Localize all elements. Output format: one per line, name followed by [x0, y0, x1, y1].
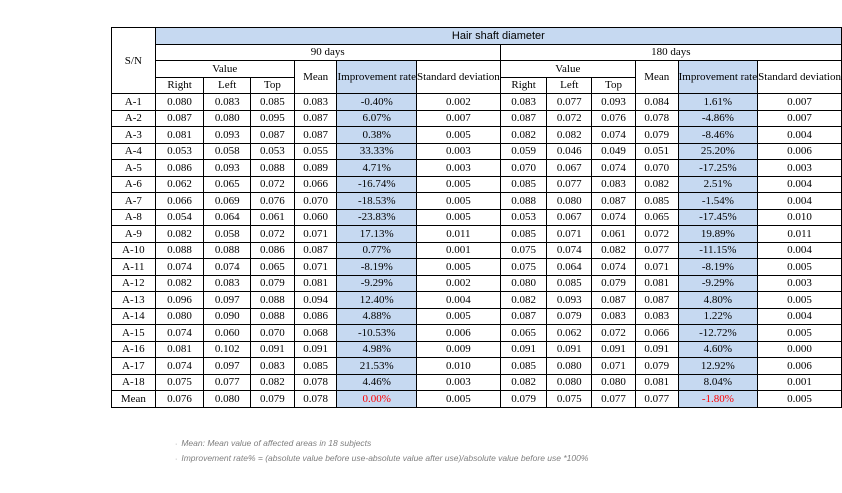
improvement-rate-cell-180: 1.61%	[678, 94, 758, 111]
left-cell-180: 0.062	[547, 325, 592, 342]
sn-cell: A-18	[112, 374, 156, 391]
improvement-rate-cell-90: 12.40%	[337, 292, 417, 309]
mean-cell-90: 0.071	[294, 259, 337, 276]
improvement-rate-cell-180: 25.20%	[678, 143, 758, 160]
right-cell-180: 0.059	[500, 143, 547, 160]
left-cell-180: 0.074	[547, 242, 592, 259]
table-row	[112, 226, 842, 243]
improvement-rate-cell-90: -8.19%	[337, 259, 417, 276]
mean-cell-90: 0.085	[294, 358, 337, 375]
right-cell-180: 0.085	[500, 176, 547, 193]
table-row	[112, 242, 842, 259]
mean-cell-90: 0.068	[294, 325, 337, 342]
top-cell-180: 0.074	[592, 127, 636, 144]
left-cell-90: 0.083	[204, 94, 251, 111]
mean-cell-180: 0.071	[635, 259, 678, 276]
top-cell-90: 0.095	[251, 110, 295, 127]
right-cell-180: 0.080	[500, 275, 547, 292]
sn-cell: A-10	[112, 242, 156, 259]
std-cell-180: 0.004	[758, 308, 842, 325]
std-cell-90: 0.005	[416, 193, 500, 210]
improvement-rate-cell-180: -17.25%	[678, 160, 758, 177]
mean-cell-180: 0.087	[635, 292, 678, 309]
top-cell-180: 0.093	[592, 94, 636, 111]
improvement-rate-cell-180: 4.60%	[678, 341, 758, 358]
mean-cell-180: 0.079	[635, 127, 678, 144]
left-cell-90: 0.083	[204, 275, 251, 292]
improvement-rate-cell-90: 33.33%	[337, 143, 417, 160]
left-cell-90: 0.060	[204, 325, 251, 342]
sn-cell: Mean	[112, 391, 156, 408]
left-header-90: Left	[204, 77, 251, 94]
left-cell-180: 0.077	[547, 94, 592, 111]
right-cell-90: 0.088	[155, 242, 204, 259]
improvement-rate-cell-180: 8.04%	[678, 374, 758, 391]
improvement-rate-cell-180: 1.22%	[678, 308, 758, 325]
sn-cell: A-16	[112, 341, 156, 358]
sn-cell: A-8	[112, 209, 156, 226]
improvement-header-180: Improvement rate	[678, 61, 758, 94]
left-cell-180: 0.067	[547, 160, 592, 177]
table-row	[112, 292, 842, 309]
mean-cell-90: 0.087	[294, 127, 337, 144]
std-cell-90: 0.005	[416, 308, 500, 325]
left-cell-90: 0.097	[204, 358, 251, 375]
mean-cell-90: 0.089	[294, 160, 337, 177]
top-cell-180: 0.087	[592, 193, 636, 210]
std-cell-90: 0.003	[416, 374, 500, 391]
improvement-rate-cell-90: 6.07%	[337, 110, 417, 127]
left-cell-180: 0.077	[547, 176, 592, 193]
std-header-90: Standard deviation	[416, 61, 500, 94]
top-cell-180: 0.049	[592, 143, 636, 160]
right-cell-90: 0.062	[155, 176, 204, 193]
std-cell-180: 0.003	[758, 275, 842, 292]
mean-cell-180: 0.077	[635, 242, 678, 259]
right-cell-180: 0.082	[500, 374, 547, 391]
table-row	[112, 160, 842, 177]
left-cell-180: 0.079	[547, 308, 592, 325]
top-cell-90: 0.086	[251, 242, 295, 259]
right-cell-90: 0.082	[155, 226, 204, 243]
left-cell-180: 0.071	[547, 226, 592, 243]
improvement-rate-cell-180: 4.80%	[678, 292, 758, 309]
top-cell-90: 0.079	[251, 391, 295, 408]
table-row	[112, 391, 842, 408]
std-cell-90: 0.005	[416, 209, 500, 226]
mean-cell-180: 0.079	[635, 358, 678, 375]
left-cell-180: 0.093	[547, 292, 592, 309]
mean-cell-180: 0.083	[635, 308, 678, 325]
improvement-rate-cell-180: 2.51%	[678, 176, 758, 193]
std-cell-90: 0.005	[416, 259, 500, 276]
top-cell-180: 0.061	[592, 226, 636, 243]
left-cell-90: 0.074	[204, 259, 251, 276]
left-cell-90: 0.093	[204, 127, 251, 144]
left-cell-90: 0.064	[204, 209, 251, 226]
improvement-rate-cell-180: -17.45%	[678, 209, 758, 226]
footnote-text: Improvement rate% = (absolute value before use-absolute value after use)/absolute value before use *100%	[181, 452, 589, 463]
std-cell-90: 0.004	[416, 292, 500, 309]
top-cell-90: 0.083	[251, 358, 295, 375]
top-cell-180: 0.083	[592, 308, 636, 325]
improvement-rate-cell-90: 0.00%	[337, 391, 417, 408]
left-cell-180: 0.072	[547, 110, 592, 127]
mean-cell-180: 0.066	[635, 325, 678, 342]
right-cell-90: 0.081	[155, 341, 204, 358]
top-cell-90: 0.088	[251, 160, 295, 177]
top-cell-90: 0.079	[251, 275, 295, 292]
mean-cell-180: 0.084	[635, 94, 678, 111]
mean-cell-180: 0.078	[635, 110, 678, 127]
mean-cell-90: 0.071	[294, 226, 337, 243]
right-cell-180: 0.088	[500, 193, 547, 210]
right-cell-180: 0.083	[500, 94, 547, 111]
top-cell-90: 0.088	[251, 292, 295, 309]
right-cell-180: 0.053	[500, 209, 547, 226]
left-cell-180: 0.091	[547, 341, 592, 358]
std-cell-90: 0.007	[416, 110, 500, 127]
sn-cell: A-17	[112, 358, 156, 375]
mean-cell-180: 0.085	[635, 193, 678, 210]
top-cell-90: 0.085	[251, 94, 295, 111]
mean-cell-90: 0.070	[294, 193, 337, 210]
improvement-rate-cell-90: 4.46%	[337, 374, 417, 391]
left-cell-180: 0.064	[547, 259, 592, 276]
mean-cell-180: 0.081	[635, 275, 678, 292]
std-cell-180: 0.004	[758, 193, 842, 210]
left-cell-180: 0.067	[547, 209, 592, 226]
table-body	[112, 94, 842, 408]
top-cell-180: 0.077	[592, 391, 636, 408]
table-title: Hair shaft diameter	[155, 28, 841, 45]
improvement-rate-cell-180: -11.15%	[678, 242, 758, 259]
right-cell-90: 0.076	[155, 391, 204, 408]
left-cell-90: 0.090	[204, 308, 251, 325]
sn-cell: A-11	[112, 259, 156, 276]
right-cell-90: 0.082	[155, 275, 204, 292]
left-cell-180: 0.080	[547, 193, 592, 210]
mean-cell-180: 0.077	[635, 391, 678, 408]
std-cell-180: 0.010	[758, 209, 842, 226]
sn-cell: A-6	[112, 176, 156, 193]
std-header-180: Standard deviation	[758, 61, 842, 94]
right-cell-180: 0.087	[500, 110, 547, 127]
improvement-rate-cell-90: -16.74%	[337, 176, 417, 193]
table-row	[112, 259, 842, 276]
left-cell-90: 0.069	[204, 193, 251, 210]
footnote-mean	[175, 437, 588, 452]
left-cell-90: 0.058	[204, 226, 251, 243]
std-cell-180: 0.004	[758, 242, 842, 259]
table-container	[111, 27, 842, 408]
right-cell-180: 0.075	[500, 242, 547, 259]
improvement-rate-cell-90: 4.71%	[337, 160, 417, 177]
right-cell-90: 0.081	[155, 127, 204, 144]
left-cell-90: 0.097	[204, 292, 251, 309]
period-180-header: 180 days	[500, 44, 841, 61]
bullet-icon: ·	[175, 441, 178, 448]
mean-header-180: Mean	[635, 61, 678, 94]
std-cell-90: 0.002	[416, 275, 500, 292]
table-row	[112, 308, 842, 325]
right-cell-90: 0.053	[155, 143, 204, 160]
std-cell-90: 0.003	[416, 143, 500, 160]
mean-cell-90: 0.087	[294, 110, 337, 127]
right-cell-90: 0.096	[155, 292, 204, 309]
top-cell-90: 0.076	[251, 193, 295, 210]
top-cell-90: 0.091	[251, 341, 295, 358]
top-cell-180: 0.079	[592, 275, 636, 292]
top-cell-180: 0.083	[592, 176, 636, 193]
bullet-icon: ·	[175, 455, 178, 463]
std-cell-180: 0.001	[758, 374, 842, 391]
improvement-rate-cell-180: -1.80%	[678, 391, 758, 408]
left-header-180: Left	[547, 77, 592, 94]
sn-header: S/N	[112, 28, 156, 94]
improvement-rate-cell-180: -8.19%	[678, 259, 758, 276]
improvement-rate-cell-180: 12.92%	[678, 358, 758, 375]
std-cell-180: 0.004	[758, 176, 842, 193]
table-row	[112, 143, 842, 160]
sn-cell: A-14	[112, 308, 156, 325]
std-cell-180: 0.007	[758, 94, 842, 111]
sn-cell: A-4	[112, 143, 156, 160]
left-cell-180: 0.075	[547, 391, 592, 408]
std-cell-180: 0.007	[758, 110, 842, 127]
left-cell-90: 0.093	[204, 160, 251, 177]
std-cell-90: 0.005	[416, 176, 500, 193]
improvement-rate-cell-90: 0.77%	[337, 242, 417, 259]
sn-cell: A-13	[112, 292, 156, 309]
right-cell-90: 0.087	[155, 110, 204, 127]
improvement-rate-cell-90: 4.88%	[337, 308, 417, 325]
mean-cell-90: 0.083	[294, 94, 337, 111]
top-cell-180: 0.091	[592, 341, 636, 358]
mean-cell-180: 0.081	[635, 374, 678, 391]
right-cell-90: 0.074	[155, 259, 204, 276]
left-cell-90: 0.058	[204, 143, 251, 160]
right-cell-180: 0.091	[500, 341, 547, 358]
top-cell-180: 0.080	[592, 374, 636, 391]
footnotes	[175, 437, 588, 466]
std-cell-90: 0.006	[416, 325, 500, 342]
std-cell-90: 0.011	[416, 226, 500, 243]
std-cell-90: 0.003	[416, 160, 500, 177]
left-cell-180: 0.080	[547, 374, 592, 391]
table-row	[112, 127, 842, 144]
top-cell-90: 0.070	[251, 325, 295, 342]
right-cell-180: 0.079	[500, 391, 547, 408]
right-cell-90: 0.074	[155, 325, 204, 342]
std-cell-180: 0.005	[758, 325, 842, 342]
mean-cell-180: 0.070	[635, 160, 678, 177]
top-cell-180: 0.087	[592, 292, 636, 309]
table-row	[112, 325, 842, 342]
right-cell-90: 0.075	[155, 374, 204, 391]
right-cell-180: 0.065	[500, 325, 547, 342]
table-row	[112, 209, 842, 226]
mean-cell-90: 0.078	[294, 374, 337, 391]
top-cell-90: 0.088	[251, 308, 295, 325]
footnote-improvement-rate	[175, 452, 588, 467]
left-cell-180: 0.085	[547, 275, 592, 292]
mean-cell-180: 0.051	[635, 143, 678, 160]
mean-cell-180: 0.091	[635, 341, 678, 358]
improvement-rate-cell-90: -0.40%	[337, 94, 417, 111]
left-cell-90: 0.077	[204, 374, 251, 391]
right-cell-90: 0.080	[155, 94, 204, 111]
right-cell-180: 0.075	[500, 259, 547, 276]
mean-cell-90: 0.094	[294, 292, 337, 309]
std-cell-180: 0.000	[758, 341, 842, 358]
right-cell-180: 0.087	[500, 308, 547, 325]
right-cell-90: 0.080	[155, 308, 204, 325]
mean-cell-90: 0.086	[294, 308, 337, 325]
std-cell-180: 0.005	[758, 391, 842, 408]
table-row	[112, 94, 842, 111]
mean-cell-90: 0.066	[294, 176, 337, 193]
std-cell-180: 0.005	[758, 292, 842, 309]
top-cell-180: 0.071	[592, 358, 636, 375]
improvement-rate-cell-90: -18.53%	[337, 193, 417, 210]
right-cell-180: 0.070	[500, 160, 547, 177]
sn-cell: A-7	[112, 193, 156, 210]
mean-cell-90: 0.087	[294, 242, 337, 259]
right-cell-180: 0.085	[500, 358, 547, 375]
left-cell-90: 0.080	[204, 391, 251, 408]
right-cell-90: 0.054	[155, 209, 204, 226]
improvement-rate-cell-90: -9.29%	[337, 275, 417, 292]
table-row	[112, 275, 842, 292]
std-cell-180: 0.004	[758, 127, 842, 144]
left-cell-180: 0.046	[547, 143, 592, 160]
sn-cell: A-5	[112, 160, 156, 177]
mean-cell-90: 0.055	[294, 143, 337, 160]
top-cell-180: 0.082	[592, 242, 636, 259]
sn-cell: A-15	[112, 325, 156, 342]
improvement-rate-cell-180: -9.29%	[678, 275, 758, 292]
improvement-rate-cell-180: -1.54%	[678, 193, 758, 210]
std-cell-90: 0.005	[416, 391, 500, 408]
top-cell-180: 0.074	[592, 259, 636, 276]
top-cell-90: 0.087	[251, 127, 295, 144]
top-header-180: Top	[592, 77, 636, 94]
top-cell-90: 0.053	[251, 143, 295, 160]
improvement-rate-cell-180: 19.89%	[678, 226, 758, 243]
hair-shaft-table	[111, 27, 842, 408]
improvement-rate-cell-180: -8.46%	[678, 127, 758, 144]
top-cell-180: 0.074	[592, 160, 636, 177]
mean-cell-180: 0.065	[635, 209, 678, 226]
sn-cell: A-12	[112, 275, 156, 292]
right-cell-180: 0.082	[500, 292, 547, 309]
std-cell-90: 0.009	[416, 341, 500, 358]
std-cell-180: 0.005	[758, 259, 842, 276]
footnote-text: Mean: Mean value of affected areas in 18 subjects	[181, 438, 372, 448]
improvement-header-90: Improvement rate	[337, 61, 417, 94]
value-header-180: Value	[500, 61, 635, 78]
top-cell-90: 0.065	[251, 259, 295, 276]
std-cell-90: 0.001	[416, 242, 500, 259]
top-cell-90: 0.061	[251, 209, 295, 226]
improvement-rate-cell-180: -4.86%	[678, 110, 758, 127]
table-row	[112, 358, 842, 375]
right-cell-90: 0.086	[155, 160, 204, 177]
std-cell-90: 0.005	[416, 127, 500, 144]
improvement-rate-cell-90: 21.53%	[337, 358, 417, 375]
top-cell-90: 0.082	[251, 374, 295, 391]
std-cell-180: 0.011	[758, 226, 842, 243]
left-cell-90: 0.088	[204, 242, 251, 259]
std-cell-180: 0.006	[758, 143, 842, 160]
mean-cell-90: 0.091	[294, 341, 337, 358]
left-cell-180: 0.080	[547, 358, 592, 375]
mean-cell-90: 0.078	[294, 391, 337, 408]
improvement-rate-cell-90: -10.53%	[337, 325, 417, 342]
table-row	[112, 374, 842, 391]
period-90-header: 90 days	[155, 44, 500, 61]
mean-cell-180: 0.072	[635, 226, 678, 243]
sn-cell: A-3	[112, 127, 156, 144]
right-cell-180: 0.082	[500, 127, 547, 144]
table-row	[112, 193, 842, 210]
right-header-180: Right	[500, 77, 547, 94]
mean-cell-90: 0.081	[294, 275, 337, 292]
improvement-rate-cell-90: 17.13%	[337, 226, 417, 243]
left-cell-90: 0.065	[204, 176, 251, 193]
top-cell-180: 0.074	[592, 209, 636, 226]
mean-cell-90: 0.060	[294, 209, 337, 226]
right-cell-90: 0.074	[155, 358, 204, 375]
top-cell-180: 0.072	[592, 325, 636, 342]
right-header-90: Right	[155, 77, 204, 94]
right-cell-180: 0.085	[500, 226, 547, 243]
improvement-rate-cell-180: -12.72%	[678, 325, 758, 342]
std-cell-90: 0.010	[416, 358, 500, 375]
top-cell-90: 0.072	[251, 226, 295, 243]
left-cell-90: 0.080	[204, 110, 251, 127]
mean-header-90: Mean	[294, 61, 337, 94]
std-cell-90: 0.002	[416, 94, 500, 111]
std-cell-180: 0.003	[758, 160, 842, 177]
table-row	[112, 110, 842, 127]
right-cell-90: 0.066	[155, 193, 204, 210]
improvement-rate-cell-90: 4.98%	[337, 341, 417, 358]
table-row	[112, 176, 842, 193]
top-cell-180: 0.076	[592, 110, 636, 127]
sn-cell: A-2	[112, 110, 156, 127]
table-row	[112, 341, 842, 358]
left-cell-90: 0.102	[204, 341, 251, 358]
top-header-90: Top	[251, 77, 295, 94]
std-cell-180: 0.006	[758, 358, 842, 375]
improvement-rate-cell-90: 0.38%	[337, 127, 417, 144]
mean-cell-180: 0.082	[635, 176, 678, 193]
value-header-90: Value	[155, 61, 294, 78]
left-cell-180: 0.082	[547, 127, 592, 144]
top-cell-90: 0.072	[251, 176, 295, 193]
sn-cell: A-9	[112, 226, 156, 243]
sn-cell: A-1	[112, 94, 156, 111]
improvement-rate-cell-90: -23.83%	[337, 209, 417, 226]
